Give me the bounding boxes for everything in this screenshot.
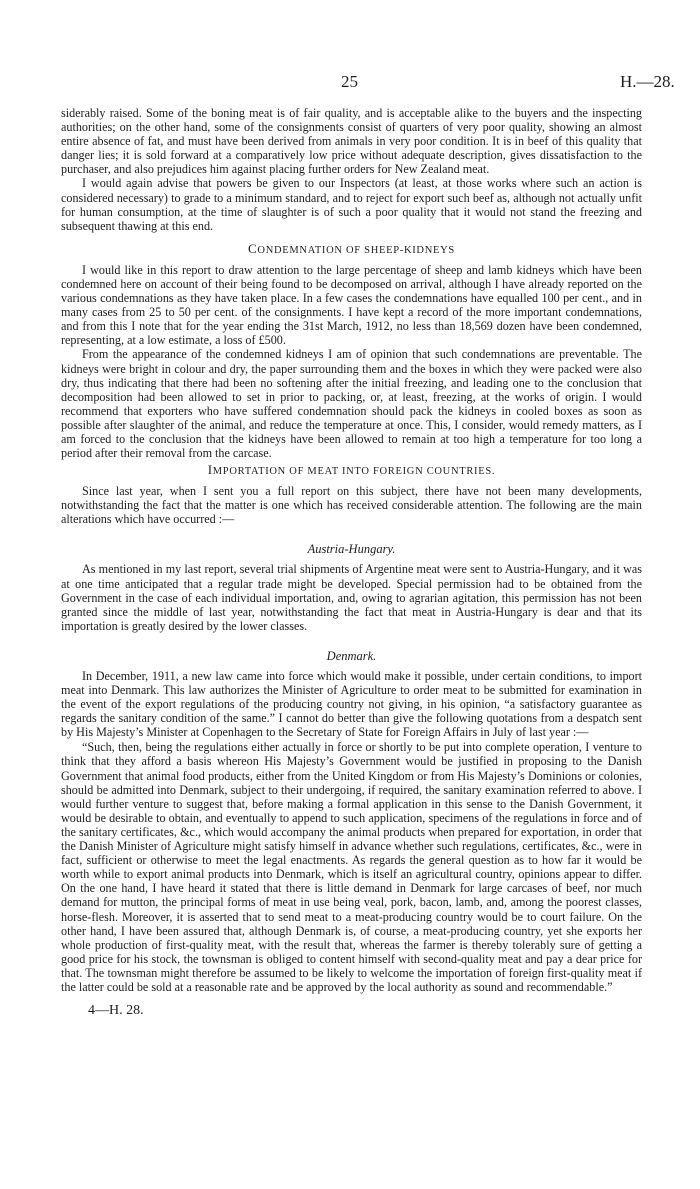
body-text [61, 106, 642, 1019]
kidneys-paragraph-1: I would like in this report to draw attention to the large percentage of sheep and lamb kidneys which have been condemned here on account of their being found to be decomposed on arrival, although I have already reported on the various condemnations as they have taken place. In a few cases the condemnations have equalled 100 per cent., and in many cases from 25 to 50 per cent. of the consignments. I have kept a record of the more important condemnations, and from this I note that for the year ending the 31st March, 1912, no less than 18,569 dozen have been condemned, representing, at a low estimate, a loss of £500. [61, 262, 642, 348]
denmark-paragraph-1: In December, 1911, a new law came into force which would make it possible, under certain conditions, to import meat into Denmark. This law authorizes the Minister of Agriculture to order meat to be submitted for examination in the event of the export regulations of the producing country not giving, in his opinion, “a satisfactory guarantee as regards the sanitary condition of the same.” I cannot do better than give the following quotations from a despatch sent by His Majesty’s Minister at Copenhagen to the Secretary of State for Foreign Affairs in July of last year :— [61, 668, 642, 740]
subheading-denmark: Denmark. [326, 648, 377, 663]
austria-paragraph-1: As mentioned in my last report, several trial shipments of Argentine meat were sent to Austria-Hungary, and it was at one time anticipated that a regular trade might be developed. Special permission had to be obtained from the Government in the case of each individual importation, and, owing to agrarian agitation, this permission has not been granted since the middle of last year, notwithstanding the fact that meat in Austria-Hungary is dear and that its importation is greatly desired by the lower classes. [61, 562, 642, 633]
document-code: H.—28. [620, 72, 675, 91]
denmark-quotation: “Such, then, being the regulations either actually in force or shortly to be put into complete operation, I venture to think that they afford a basis whereon His Majesty’s Government would be justified in proposing to the Danish Government that animal food products, either from the United Kingdom or from His Majesty’s Dominions or colonies, should be admitted into Denmark, subject to their undergoing, if required, the sanitary examination referred to above. I would further venture to suggest that, before making a formal application in this sense to the Danish Government, it would be desirable to obtain, and eventually to append to such application, specimens of the regulations in force and of the sanitary certificates, &c., which would accompany the animal products when prepared for exportation, in order that the Danish Minister of Agriculture might satisfy himself in advance whether such regulations, certificates, &c., were in fact, sufficient or otherwise to meet the legal enactments. As regards the general question as to how far it would be worth while to export animal products into Denmark, which is itself an agricultural country, opinions appear to differ. On the one hand, I have heard it stated that there is little demand in Denmark for large carcases of beef, nor much demand for mutton, the principal forms of meat in use being veal, pork, bacon, lamb, and, among the poorest classes, horse-flesh. Moreover, it is asserted that to send meat to a meat-producing country would be to court failure. On the other hand, I have been assured that, although Denmark is, of course, a meat-producing country, yet she exports her whole production of first-quality meat, with the result that, whereas the farmer is thereby tolerably sure of getting a good price for his stock, the townsman is obliged to content himself with second-quality meat and pay a dear price for that. The townsman might therefore be assumed to be likely to welcome the importation of foreign first-quality meat if the latter could be sold at a reasonable rate and be approved by the local authority as sound and recommendable.” [61, 740, 642, 994]
intro-paragraph-1: siderably raised. Some of the boning meat is of fair quality, and is acceptable alike to the buyers and the inspecting authorities; on the other hand, some of the consignments consist of quarters of very poor quality, showing an almost entire absence of fat, and must have been derived from animals in very poor condition. It is in beef of this quality that danger lies; it is sold forward at a comparatively low price without adequate description, gives dissatisfaction to the purchaser, and also prejudices him against placing further orders for New Zealand meat. [61, 106, 642, 177]
sheet-signature: 4—H. 28. [88, 1003, 144, 1019]
kidneys-paragraph-2: From the appearance of the condemned kidneys I am of opinion that such condemnations are preventable. The kidneys were bright in colour and dry, the paper surrounding them and the boxes in which they were packed were also dry, thus indicating that there had been no softening after the initial freezing, and leading one to the conclusion that decomposition had been allowed to set in prior to packing, or, at least, freezing, at the works of origin. I would recommend that exporters who have suffered condemnation should pack the kidneys in cooled boxes as soon as possible after slaughter of the animal, and reduce the temperature at once. This, I consider, would remedy matters, as I am forced to the conclusion that the kidneys have been allowed to remain at too high a temperature for too long a period after their removal from the carcase. [61, 347, 642, 461]
section-heading-importation: IMPORTATION OF MEAT INTO FOREIGN COUNTRIES. [207, 462, 496, 478]
subheading-austria-hungary: Austria-Hungary. [307, 542, 396, 557]
intro-paragraph-2: I would again advise that powers be given to our Inspectors (at least, at those works where such an action is considered necessary) to grade to a minimum standard, and to reject for export such beef as, although not actually unfit for human consumption, at the time of slaughter is of such a poor quality that it would not stand the freezing and subsequent thawing at this end. [61, 176, 642, 233]
page-number: 25 [341, 72, 358, 91]
importation-paragraph-1: Since last year, when I sent you a full report on this subject, there have not been many developments, notwithstanding the fact that the matter is one which has received considerable attention. The following are the main alterations which have occurred :— [61, 484, 642, 527]
section-heading-kidneys: CONDEMNATION OF SHEEP-KIDNEYS [248, 240, 455, 256]
